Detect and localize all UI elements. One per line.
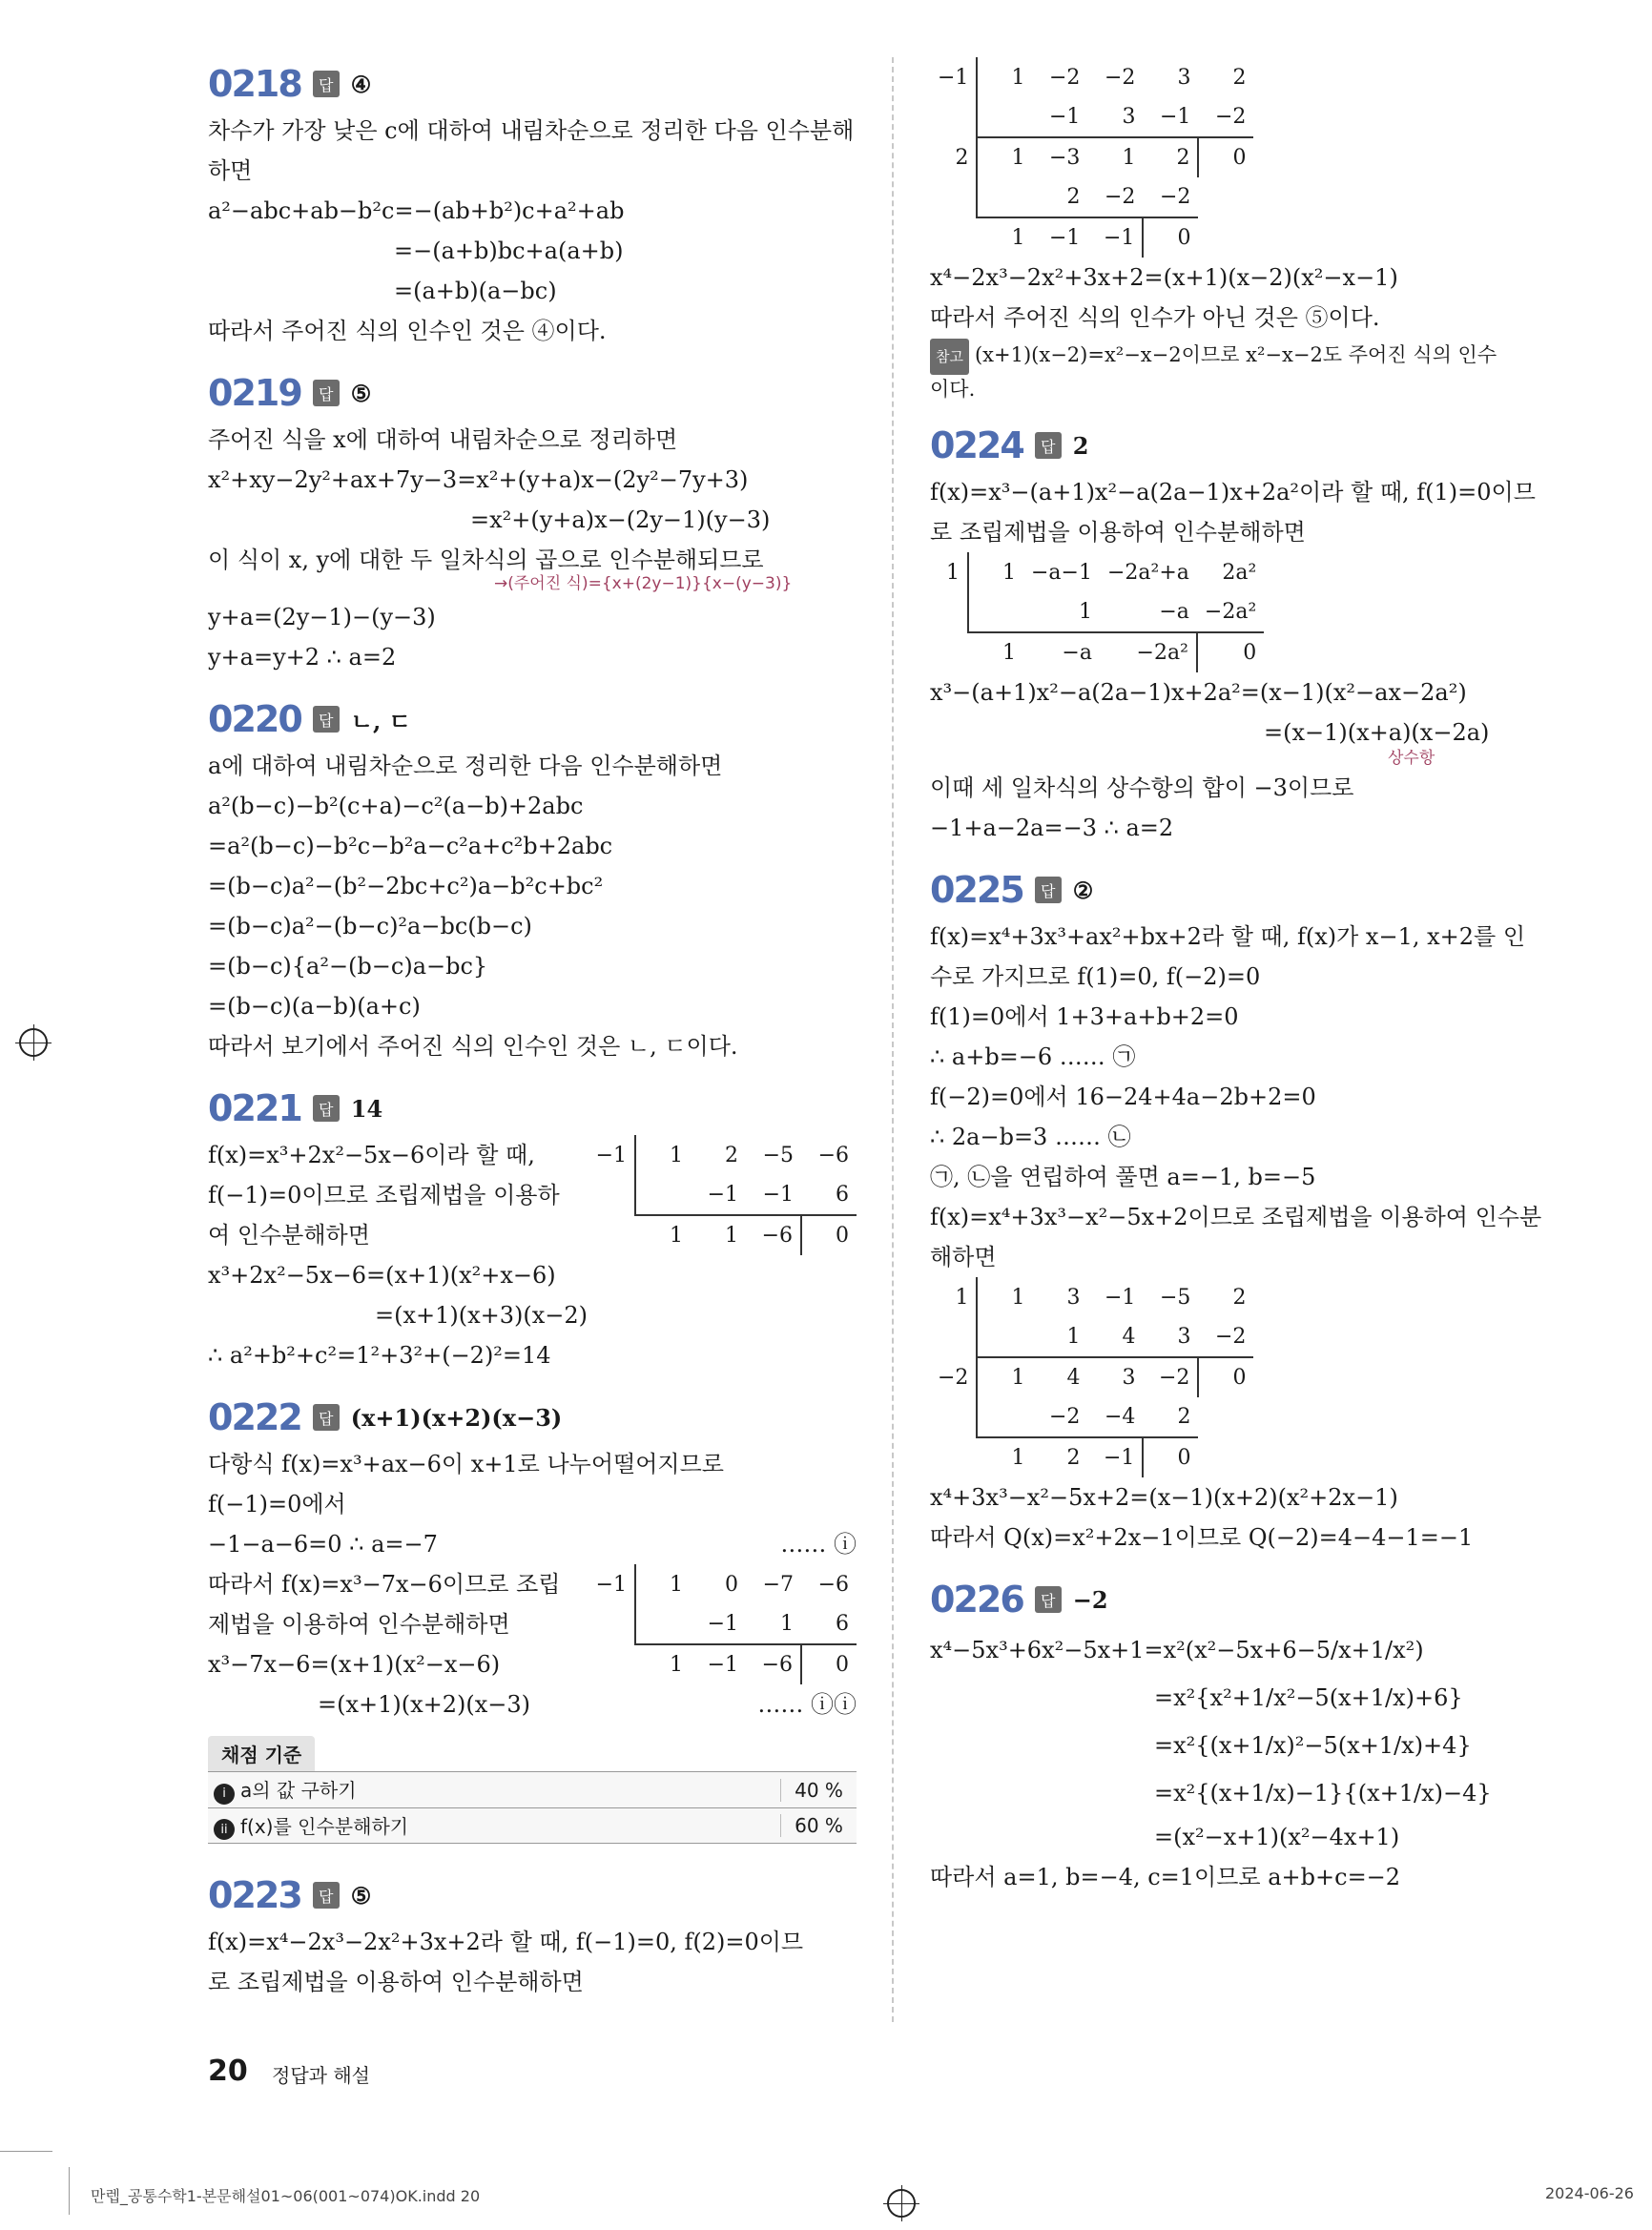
step-marker-icon: ii xyxy=(214,1819,235,1840)
answer-badge: 답 xyxy=(313,706,340,733)
synthetic-division-table: −1 1 −2 −2 3 2 −1 3 −1 −2 2 1 −3 1 2 0 2 −2 −2 1 −1 −1 0 xyxy=(930,57,1253,258)
answer-badge: 답 xyxy=(1035,1586,1062,1613)
crop-mark xyxy=(69,2167,70,2215)
right-column xyxy=(930,57,1588,1897)
registration-mark-icon xyxy=(19,1028,48,1057)
equation-line: =x²{(x+1/x)²−5(x+1/x)+4} xyxy=(1154,1732,1472,1759)
answer-value: 14 xyxy=(350,1094,383,1123)
answer-badge: 답 xyxy=(313,71,340,97)
problem-0220-header xyxy=(208,692,857,746)
problem-0226-header xyxy=(930,1573,1588,1626)
problem-number: 0218 xyxy=(208,63,301,105)
solution-line: 수로 가지므로 f(1)=0, f(−2)=0 xyxy=(930,963,1261,990)
equation-line: x³−(a+1)x²−a(2a−1)x+2a²=(x−1)(x²−ax−2a²) xyxy=(930,679,1467,706)
problem-0223-header xyxy=(208,1869,857,1922)
equation-line: f(−2)=0에서 16−24+4a−2b+2=0 xyxy=(930,1084,1316,1110)
problem-number: 0226 xyxy=(930,1579,1023,1621)
reference-note: 이다. xyxy=(930,378,976,401)
registration-mark-icon xyxy=(887,2189,916,2218)
equation-line: =−(a+b)bc+a(a+b) xyxy=(394,237,624,264)
conclusion-line: y+a=y+2 ∴ a=2 xyxy=(208,644,397,671)
solution-line: f(−1)=0에서 xyxy=(208,1491,346,1518)
answer-value: ㄴ, ㄷ xyxy=(350,707,411,735)
conclusion-line: 따라서 주어진 식의 인수가 아닌 것은 ⑤이다. xyxy=(930,304,1380,331)
solution-line: 이 식이 x, y에 대한 두 일차식의 곱으로 인수분해되므로 xyxy=(208,547,764,573)
equation-line: y+a=(2y−1)−(y−3) xyxy=(208,604,436,630)
answer-value: −2 xyxy=(1072,1585,1108,1614)
equation-line: =(x−1)(x+a)(x−2a) xyxy=(1264,719,1490,746)
equation-line: =(x+1)(x+3)(x−2) xyxy=(375,1302,589,1329)
annotation-note: →(주어진 식)={x+(2y−1)}{x−(y−3)} xyxy=(494,574,793,593)
problem-0218-header xyxy=(208,57,857,111)
reference-badge: 참고 xyxy=(930,339,969,375)
conclusion-line: 따라서 보기에서 주어진 식의 인수인 것은 ㄴ, ㄷ이다. xyxy=(208,1033,738,1060)
equation-line: =(b−c){a²−(b−c)a−bc} xyxy=(208,953,488,980)
scoring-row: ii f(x)를 인수분해하기 60 % xyxy=(208,1807,857,1844)
problem-number: 0220 xyxy=(208,698,301,740)
synthetic-division-table: 1 1 3 −1 −5 2 1 4 3 −2 −2 1 4 3 −2 0 −2 −4 2 1 2 −1 0 xyxy=(930,1277,1253,1477)
print-filename: 만렙_공통수학1-본문해설01~06(001~074)OK.indd 20 xyxy=(91,2187,481,2205)
answer-value: ⑤ xyxy=(350,379,372,407)
column-divider xyxy=(892,57,894,2022)
problem-number: 0219 xyxy=(208,372,301,414)
answer-value: ② xyxy=(1072,876,1094,904)
answer-badge: 답 xyxy=(313,1882,340,1909)
equation-line: x²+xy−2y²+ax+7y−3=x²+(y+a)x−(2y²−7y+3) xyxy=(208,466,749,493)
answer-badge: 답 xyxy=(313,1404,340,1431)
synthetic-division-table: 1 1 −a−1 −2a²+a 2a² 1 −a −2a² 1 −a −2a² 0 xyxy=(930,552,1264,672)
equation-line: =(b−c)a²−(b²−2bc+c²)a−b²c+bc² xyxy=(208,873,604,899)
problem-0224-header xyxy=(930,419,1588,472)
conclusion-line: 따라서 주어진 식의 인수인 것은 ④이다. xyxy=(208,318,607,344)
solution-line: ㉠, ㉡을 연립하여 풀면 a=−1, b=−5 xyxy=(930,1164,1316,1190)
equation-line: ∴ a+b=−6 …… ㉠ xyxy=(930,1043,1136,1070)
problem-0221-header xyxy=(208,1082,857,1135)
equation-line: x⁴−5x³+6x²−5x+1=x²(x²−5x+6−5/x+1/x²) xyxy=(930,1637,1424,1663)
crop-mark xyxy=(0,2151,52,2152)
solution-line: f(x)=x⁴+3x³+ax²+bx+2라 할 때, f(x)가 x−1, x+2를 인 xyxy=(930,923,1526,950)
solution-line: 따라서 f(x)=x³−7x−6이므로 조립 xyxy=(208,1571,561,1598)
answer-badge: 답 xyxy=(313,380,340,406)
solution-line: 하면 xyxy=(208,157,253,184)
scoring-criteria xyxy=(208,1736,857,1844)
problem-0221-body xyxy=(208,1135,857,1255)
equation-line: =(b−c)a²−(b−c)²a−bc(b−c) xyxy=(208,913,532,939)
equation-line: =x²+(y+a)x−(2y−1)(y−3) xyxy=(470,506,771,533)
solution-line: 이때 세 일차식의 상수항의 합이 −3이므로 xyxy=(930,774,1354,801)
equation-line: ∴ 2a−b=3 …… ㉡ xyxy=(930,1124,1131,1150)
conclusion-line: ∴ a²+b²+c²=1²+3²+(−2)²=14 xyxy=(208,1342,551,1369)
problem-0225-header xyxy=(930,863,1588,917)
problem-0222-body xyxy=(208,1564,857,1684)
equation-line: x³−7x−6=(x+1)(x²−x−6) xyxy=(208,1651,501,1678)
solution-line: f(x)=x³−(a+1)x²−a(2a−1)x+2a²이라 할 때, f(1)=0이므 xyxy=(930,479,1536,506)
answer-badge: 답 xyxy=(1035,432,1062,459)
equation-line: x⁴−2x³−2x²+3x+2=(x+1)(x−2)(x²−x−1) xyxy=(930,264,1398,291)
problem-number: 0225 xyxy=(930,869,1023,911)
equation-line: f(1)=0에서 1+3+a+b+2=0 xyxy=(930,1003,1239,1030)
left-column xyxy=(208,57,857,2002)
equation-line: =(a+b)(a−bc) xyxy=(394,278,557,304)
scoring-title: 채점 기준 xyxy=(208,1736,315,1771)
solution-line: f(x)=x⁴−2x³−2x²+3x+2라 할 때, f(−1)=0, f(2)=0이므 xyxy=(208,1929,804,1955)
conclusion-line: −1+a−2a=−3 ∴ a=2 xyxy=(930,815,1174,841)
reference-note: 참고 (x+1)(x−2)=x²−x−2이므로 x²−x−2도 주어진 식의 인수 xyxy=(930,338,1588,375)
step-marker-icon: i xyxy=(214,1784,235,1805)
conclusion-line: 따라서 Q(x)=x²+2x−1이므로 Q(−2)=4−4−1=−1 xyxy=(930,1524,1474,1551)
solution-line: a에 대하여 내림차순으로 정리한 다음 인수분해하면 xyxy=(208,753,723,779)
step-marker: …… ⓘⓘ xyxy=(757,1691,857,1718)
solution-line: 여 인수분해하면 xyxy=(208,1222,370,1249)
problem-0222-header xyxy=(208,1391,857,1444)
answer-badge: 답 xyxy=(1035,877,1062,903)
equation-line: x⁴+3x³−x²−5x+2=(x−1)(x+2)(x²+2x−1) xyxy=(930,1484,1398,1511)
conclusion-line: 따라서 a=1, b=−4, c=1이므로 a+b+c=−2 xyxy=(930,1864,1401,1890)
equation-line: a²(b−c)−b²(c+a)−c²(a−b)+2abc xyxy=(208,793,584,819)
equation-line: =(x+1)(x+2)(x−3) xyxy=(318,1691,531,1718)
synthetic-division-table: −1 1 2 −5 −6 −1 −1 6 1 1 −6 0 xyxy=(589,1135,857,1255)
problem-0219-header xyxy=(208,366,857,420)
equation-line: =(b−c)(a−b)(a+c) xyxy=(208,993,421,1020)
problem-number: 0222 xyxy=(208,1396,301,1438)
solution-line: 주어진 식을 x에 대하여 내림차순으로 정리하면 xyxy=(208,426,678,453)
solution-line: 해하면 xyxy=(930,1244,997,1270)
solution-line: 차수가 가장 낮은 c에 대하여 내림차순으로 정리한 다음 인수분해 xyxy=(208,117,855,144)
answer-value: (x+1)(x+2)(x−3) xyxy=(350,1403,563,1432)
step-marker: …… ⓘ xyxy=(780,1531,857,1558)
answer-badge: 답 xyxy=(313,1095,340,1122)
solution-line: f(−1)=0이므로 조립제법을 이용하 xyxy=(208,1182,560,1208)
answer-value: 2 xyxy=(1072,431,1089,460)
solution-line: f(x)=x⁴+3x³−x²−5x+2이므로 조립제법을 이용하여 인수분 xyxy=(930,1204,1542,1230)
page-title: 정답과 해설 xyxy=(272,2064,370,2087)
answer-value: ⑤ xyxy=(350,1881,372,1910)
solution-line: 로 조립제법을 이용하여 인수분해하면 xyxy=(930,519,1306,546)
equation-line: =(x²−x+1)(x²−4x+1) xyxy=(1154,1824,1400,1850)
problem-number: 0224 xyxy=(930,424,1023,466)
constant-term-label: 상수항 xyxy=(1388,749,1435,768)
equation-line: =x²{x²+1/x²−5(x+1/x)+6} xyxy=(1154,1684,1463,1711)
equation-line: a²−abc+ab−b²c=−(ab+b²)c+a²+ab xyxy=(208,197,625,224)
equation-line: =x²{(x+1/x)−1}{(x+1/x)−4} xyxy=(1154,1780,1492,1807)
problem-number: 0223 xyxy=(208,1874,301,1916)
equation-line: =a²(b−c)−b²c−b²a−c²a+c²b+2abc xyxy=(208,833,613,859)
equation-line: −1−a−6=0 ∴ a=−7 xyxy=(208,1531,438,1558)
solution-line: 제법을 이용하여 인수분해하면 xyxy=(208,1611,510,1638)
solution-line: f(x)=x³+2x²−5x−6이라 할 때, xyxy=(208,1142,535,1168)
solution-line: 다항식 f(x)=x³+ax−6이 x+1로 나누어떨어지므로 xyxy=(208,1451,724,1477)
scoring-row: i a의 값 구하기 40 % xyxy=(208,1771,857,1807)
synthetic-division-table: −1 1 0 −7 −6 −1 1 6 1 −1 −6 0 xyxy=(589,1564,857,1684)
page-number: 20 xyxy=(208,2054,248,2088)
problem-number: 0221 xyxy=(208,1087,301,1129)
solution-line: 로 조립제법을 이용하여 인수분해하면 xyxy=(208,1969,584,1995)
equation-line: x³+2x²−5x−6=(x+1)(x²+x−6) xyxy=(208,1262,556,1289)
answer-value: ④ xyxy=(350,70,372,98)
print-date: 2024-06-26 xyxy=(1545,2184,1634,2202)
